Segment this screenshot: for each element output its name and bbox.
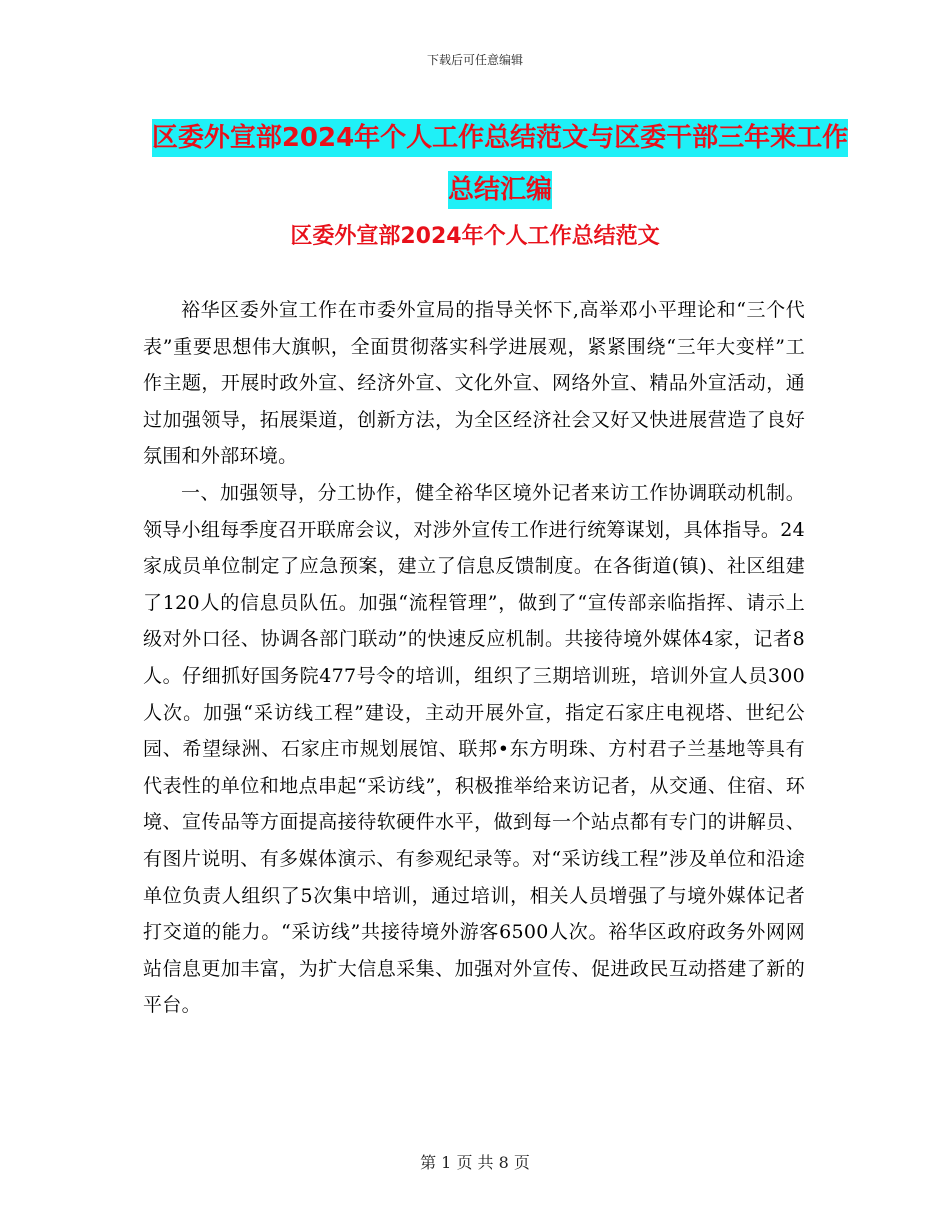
section-title: 区委外宣部2024年个人工作总结范文 (290, 224, 660, 249)
document-title (140, 112, 860, 216)
page-footer-number: 第 1 页 共 8 页 (420, 1153, 530, 1172)
page-header-note: 下载后可任意编辑 (426, 53, 523, 67)
paragraph-intro: 裕华区委外宣工作在市委外宣局的指导关怀下,高举邓小平理论和“三个代表”重要思想伟大旗帜，全面贯彻落实科学进展观，紧紧围绕“三年大变样”工作主题，开展时政外宣、经济外宣、文化外宣、网络外宣、精品外宣活动，通过加强领导，拓展渠道，创新方法，为全区经济社会又好又快进展营造了良好氛围和外部环境。 (143, 299, 805, 468)
document-title-text: 区委外宣部2024年个人工作总结范文与区委干部三年来工作总结汇编 (152, 119, 848, 209)
paragraph-section-one: 一、加强领导，分工协作，健全裕华区境外记者来访工作协调联动机制。领导小组每季度召开联席会议，对涉外宣传工作进行统筹谋划，具体指导。24家成员单位制定了应急预案，建立了信息反馈制度。在各街道(镇)、社区组建了120人的信息员队伍。加强“流程管理”，做到了“宣传部亲临指挥、请示上级对外口径、协调各部门联动”的快速反应机制。共接待境外媒体4家，记者8人。仔细抓好国务院477号令的培训，组织了三期培训班，培训外宣人员300人次。加强“采访线工程”建设，主动开展外宣，指定石家庄电视塔、世纪公园、希望绿洲、石家庄市规划展馆、联邦•东方明珠、方村君子兰基地等具有代表性的单位和地点串起“采访线”，积极推举给来访记者，从交通、住宿、环境、宣传品等方面提高接待软硬件水平，做到每一个站点都有专门的讲解员、有图片说明、有多媒体演示、有参观纪录等。对“采访线工程”涉及单位和沿途单位负责人组织了5次集中培训，通过培训，相关人员增强了与境外媒体记者打交道的能力。“采访线”共接待境外游客6500人次。裕华区政府政务外网网站信息更加丰富，为扩大信息采集、加强对外宣传、促进政民互动搭建了新的平台。 (143, 481, 805, 1017)
document-body (143, 292, 805, 1024)
